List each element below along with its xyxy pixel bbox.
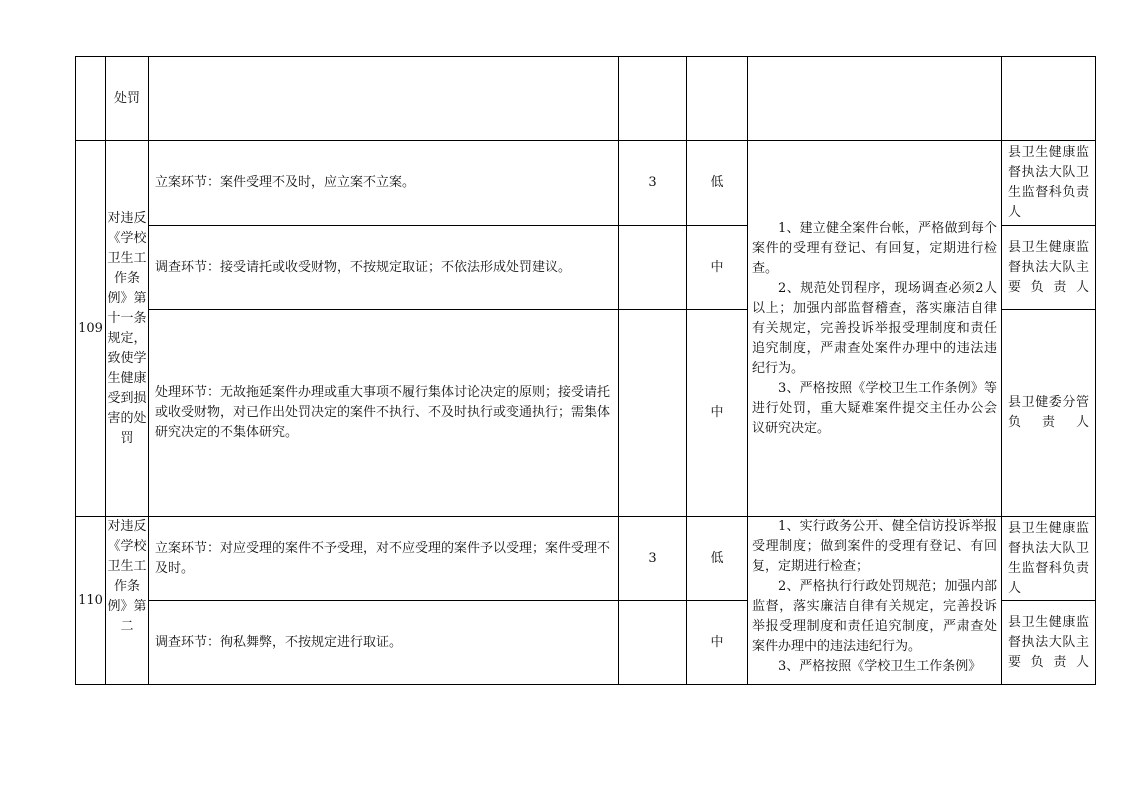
risk-link-text: 调查环节：徇私舞弊，不按规定进行取证。 bbox=[155, 634, 403, 650]
risk-link-text: 立案环节：对应受理的案件不予受理，对不应受理的案件予以受理；案件受理不及时。 bbox=[155, 540, 611, 576]
measure-item: 1、实行政务公开、健全信访投诉举报受理制度；做到案件的受理有登记、有回复，定期进行检查； bbox=[752, 519, 997, 574]
measure-cell bbox=[748, 517, 1002, 685]
table-row bbox=[76, 141, 1096, 226]
row-number-cell bbox=[76, 141, 106, 517]
measure-item: 3、严格按照《学校卫生工作条例》等进行处罚，重大疑难案件提交主任办公会议研究决定。 bbox=[752, 380, 997, 436]
item-name: 对违反《学校卫生工作条例》第十一条规定，致使学生健康受到损害的处罚 bbox=[107, 210, 147, 446]
level-cell bbox=[687, 310, 748, 517]
score-cell bbox=[619, 601, 687, 685]
item-name-cell bbox=[106, 141, 149, 517]
responsible-person: 县卫生健康监督执法大队主要负责人 bbox=[1008, 239, 1089, 295]
risk-link-cell bbox=[149, 57, 619, 141]
item-name-tail: 处罚 bbox=[113, 90, 140, 106]
measure-cell bbox=[748, 141, 1002, 517]
level-cell bbox=[687, 601, 748, 685]
risk-score: 3 bbox=[648, 175, 657, 190]
risk-link-cell bbox=[149, 141, 619, 226]
score-cell bbox=[619, 57, 687, 141]
row-number: 109 bbox=[78, 320, 103, 336]
row-number-cell bbox=[76, 57, 106, 141]
item-name-cell bbox=[106, 517, 149, 685]
responsible-cell bbox=[1002, 57, 1096, 141]
level-cell bbox=[687, 57, 748, 141]
level-cell bbox=[687, 141, 748, 226]
risk-level: 中 bbox=[710, 634, 724, 650]
risk-table bbox=[75, 56, 1096, 685]
level-cell bbox=[687, 226, 748, 310]
responsible-cell bbox=[1002, 310, 1096, 517]
risk-link-text: 调查环节：接受请托或收受财物，不按规定取证；不依法形成处罚建议。 bbox=[155, 259, 572, 275]
score-cell bbox=[619, 141, 687, 226]
measure-item: 3、严格按照《学校卫生工作条例》 bbox=[778, 659, 982, 674]
table-row-continued bbox=[76, 57, 1096, 141]
risk-link-cell bbox=[149, 310, 619, 517]
risk-level: 低 bbox=[710, 175, 724, 190]
responsible-person: 县卫生健康监督执法大队卫生监督科负责人 bbox=[1008, 520, 1089, 596]
risk-link-cell bbox=[149, 226, 619, 310]
risk-level: 中 bbox=[710, 259, 724, 275]
responsible-person: 县卫生健康监督执法大队卫生监督科负责人 bbox=[1008, 145, 1089, 220]
risk-level: 低 bbox=[710, 550, 724, 566]
responsible-cell bbox=[1002, 601, 1096, 685]
item-name: 对违反《学校卫生工作条例》第二 bbox=[107, 519, 147, 634]
score-cell bbox=[619, 226, 687, 310]
score-cell bbox=[619, 310, 687, 517]
score-cell bbox=[619, 517, 687, 601]
measure-item: 2、严格执行行政处罚规范；加强内部监督，落实廉洁自律有关规定，完善投诉举报受理制度和责任追究制度，严肃查处案件办理中的违法违纪行为。 bbox=[752, 579, 997, 654]
measure-cell bbox=[748, 57, 1002, 141]
risk-link-cell bbox=[149, 517, 619, 601]
risk-link-cell bbox=[149, 601, 619, 685]
table-row bbox=[76, 517, 1096, 601]
risk-score: 3 bbox=[648, 550, 657, 566]
responsible-cell bbox=[1002, 517, 1096, 601]
responsible-person: 县卫健委分管负责人 bbox=[1008, 395, 1089, 430]
responsible-cell bbox=[1002, 226, 1096, 310]
risk-level: 中 bbox=[710, 405, 724, 420]
row-number-cell bbox=[76, 517, 106, 685]
measure-item: 1、建立健全案件台帐，严格做到每个案件的受理有登记、有回复，定期进行检查。 bbox=[752, 220, 997, 276]
row-number: 110 bbox=[78, 592, 103, 608]
level-cell bbox=[687, 517, 748, 601]
risk-link-text: 处理环节：无故拖延案件办理或重大事项不履行集体讨论决定的原则；接受请托或收受财物，对已作出处罚决定的案件不执行、不及时执行或变通执行；需集体研究决定的不集体研究。 bbox=[155, 385, 611, 440]
item-name-cell bbox=[106, 57, 149, 141]
risk-link-text: 立案环节：案件受理不及时，应立案不立案。 bbox=[155, 175, 416, 190]
responsible-cell bbox=[1002, 141, 1096, 226]
measure-item: 2、规范处罚程序，现场调查必须2人以上；加强内部监督稽查，落实廉洁自律有关规定，完善投诉举报受理制度和责任追究制度，严肃查处案件办理中的违法违纪行为。 bbox=[752, 280, 997, 376]
responsible-person: 县卫生健康监督执法大队主要负责人 bbox=[1008, 614, 1089, 670]
